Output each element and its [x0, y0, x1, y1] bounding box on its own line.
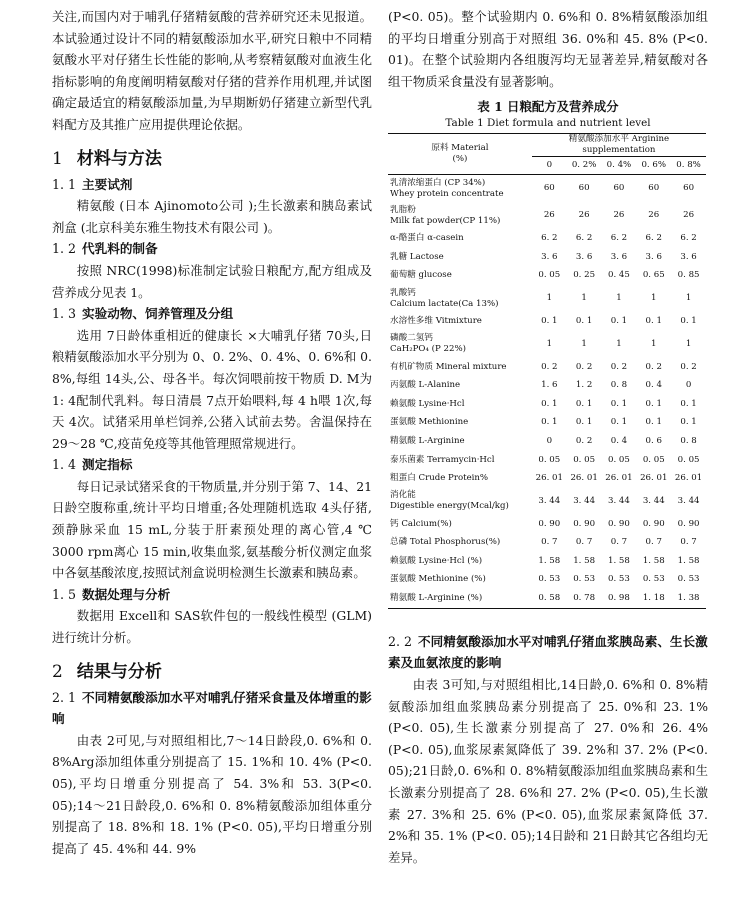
table-cell: 60 [683, 183, 695, 194]
right-column [388, 6, 708, 868]
table-level-header: 0. 4% [606, 160, 632, 171]
subsection-1-3-text: 选用 7日龄体重相近的健康长 ×大哺乳仔猪 70头,日粮精氨酸添加水平分别为 0、0. 2%、0. 4%、0. 6%和 0. 8%,每组 14头,公、母各半。每次饲喂前按干物质 D. M为 1: 4配制代乳料。每日清晨 7点开始喂料,每 4 h喂 1次,每天 4次。试猪采用单栏饲养,公猪入试前去势。舍温保持在 29～28 ℃,疫苗免疫等其他管理照常规进行。 [52, 327, 372, 451]
table-cell: 0. 05 [573, 454, 596, 465]
table-row-label: α-酪蛋白 α-casein [390, 233, 464, 244]
table-cell: 0. 7 [575, 537, 593, 548]
table-cell: 0. 2 [575, 361, 593, 372]
table-row-label: 磷酸二氢钙 CaH₂PO₄ (P 22%) [390, 333, 466, 355]
table-row-label: 精氨酸 L-Arginine [390, 435, 465, 446]
table-level-header: 0. 6% [641, 160, 667, 171]
table-cell: 0. 53 [642, 574, 665, 585]
table-cell: 0. 90 [573, 518, 596, 529]
table-cell: 3. 6 [645, 251, 662, 262]
section-2-heading: 2 结果与分析 [52, 661, 162, 682]
table-cell: 1. 58 [608, 555, 630, 566]
table-row-label: 赖氨酸 Lysine·Hcl (%) [390, 555, 483, 566]
diet-formula-table [388, 133, 706, 609]
table-cell: 0. 1 [541, 417, 558, 428]
table-cell: 0. 05 [642, 454, 665, 465]
table-cell: 0. 7 [645, 537, 662, 548]
table-header-material: 原料 Material (%) [431, 143, 489, 165]
table-cell: 0. 1 [680, 398, 697, 409]
subsection-1-5-text: 数据用 Excell和 SAS软件包的一般线性模型 (GLM)进行统计分析。 [52, 608, 372, 646]
table-row [388, 451, 706, 470]
table-cell: 0. 90 [677, 518, 700, 529]
table-cell: 6. 2 [680, 233, 697, 244]
table-cell: 1 [685, 338, 692, 349]
table-cell: 0. 53 [538, 574, 561, 585]
table-cell: 0. 7 [541, 537, 558, 548]
table-cell: 26 [683, 210, 695, 221]
subsection-1-3-heading: 1. 3 实验动物、饲养管理及分组 [52, 306, 234, 322]
table-cell: 0. 53 [677, 574, 700, 585]
subsection-1-1-text: 精氨酸 (日本 Ajinomoto公司 );生长激素和胰岛素试剂盒 (北京科美东雅生物技术有限公司 )。 [52, 198, 372, 235]
table-row-label: 乳脂粉 Milk fat powder(CP 11%) [390, 204, 501, 226]
table-cell: 0. 2 [541, 361, 558, 372]
table-cell: 0. 1 [645, 398, 662, 409]
table-cell: 60 [648, 183, 660, 194]
table-cell: 3. 44 [538, 495, 561, 506]
table-cell: 0. 1 [645, 417, 662, 428]
table-cell: 0. 90 [642, 518, 665, 529]
table-cell: 0. 78 [573, 593, 596, 604]
table-cell: 0. 45 [608, 270, 630, 281]
subsection-1-2-heading: 1. 2 代乳料的制备 [52, 241, 158, 257]
table-row-label: 总磷 Total Phosphorus(%) [390, 537, 501, 548]
table-cell: 26 [613, 210, 625, 221]
table-row [388, 515, 706, 534]
table-row-label: 蛋氨酸 Methionine [390, 417, 469, 428]
table-row [388, 571, 706, 590]
table-cell: 0 [685, 380, 692, 391]
table-cell: 0. 4 [645, 380, 662, 391]
table-cell: 1 [616, 293, 622, 304]
subsection-1-4-heading: 1. 4 测定指标 [52, 457, 133, 473]
table-cell: 0. 1 [680, 315, 697, 326]
table-cell: 0. 53 [608, 574, 630, 585]
table-cell: 0. 1 [541, 398, 558, 409]
table-1-caption: 表 1 日粮配方及营养成分 [477, 99, 619, 115]
table-cell: 0. 05 [538, 270, 561, 281]
table-row-label: 赖氨酸 Lysine·Hcl [390, 398, 465, 409]
table-cell: 3. 44 [573, 495, 596, 506]
table-cell: 3. 44 [677, 495, 700, 506]
table-row [388, 331, 706, 358]
table-row-label: 有机矿物质 Mineral mixture [390, 361, 507, 372]
table-row [388, 432, 706, 451]
table-cell: 0. 1 [680, 417, 697, 428]
subsection-1-4-text: 每日记录试猪采食的干物质量,并分别于第 7、14、21日龄空腹称重,统计平均日增重;各处理随机选取 4头仔猪,颈静脉采血 15 mL,分装于肝素预处理的离心管,4 ℃ 3000 rpm离心 15 min,收集血浆,氨基酸分析仪测定血浆中各氨基酸浓度,按照试剂盒说明检测生长激素和胰岛素。 [52, 478, 372, 581]
table-cell: 0. 65 [642, 270, 665, 281]
table-cell: 0. 6 [645, 435, 662, 446]
table-cell: 1 [651, 293, 657, 304]
table-cell: 0. 2 [645, 361, 662, 372]
table-row-label: 精氨酸 L-Arginine (%) [390, 593, 483, 604]
table-cell: 3. 44 [642, 495, 665, 506]
table-cell: 0. 1 [575, 417, 593, 428]
table-cell: 0 [546, 435, 553, 446]
subsection-2-2-heading: 2. 2 不同精氨酸添加水平对哺乳仔猪血浆胰岛素、生长激素及血氨浓度的影响 [388, 633, 708, 671]
table-cell: 0. 4 [610, 435, 628, 446]
table-row [388, 229, 706, 248]
table-cell: 0. 90 [538, 518, 561, 529]
table-cell: 26 [543, 210, 555, 221]
table-cell: 0. 1 [575, 398, 593, 409]
left-column [52, 6, 372, 859]
table-cell: 26 [648, 210, 660, 221]
table-cell: 1 [651, 338, 657, 349]
table-cell: 1. 2 [575, 380, 593, 391]
table-row [388, 552, 706, 571]
table-row [388, 488, 706, 515]
table-cell: 0. 90 [608, 518, 630, 529]
table-cell: 6. 2 [575, 233, 593, 244]
table-cell: 6. 2 [610, 233, 628, 244]
table-row [388, 312, 706, 331]
table-row [388, 395, 706, 414]
table-row-label: 丙氨酸 L-Alanine [390, 380, 461, 391]
table-cell: 3. 6 [575, 251, 593, 262]
table-cell: 3. 6 [541, 251, 558, 262]
continued-paragraph: (P<0. 05)。整个试验期内 0. 6%和 0. 8%精氨酸添加组的平均日增重分别高于对照组 36. 0%和 45. 8% (P<0. 01)。在整个试验期内各组腹泻均无显著差异,精氨酸对各组干物质采食量没有显著影响。 [388, 9, 708, 89]
table-cell: 60 [578, 183, 590, 194]
table-cell: 3. 44 [608, 495, 630, 506]
table-cell: 26 [578, 210, 590, 221]
subsection-1-1-heading: 1. 1 主要试剂 [52, 176, 133, 192]
table-cell: 60 [613, 183, 625, 194]
table-cell: 0. 25 [573, 270, 596, 281]
table-row [388, 469, 706, 488]
table-cell: 0. 2 [575, 435, 593, 446]
table-level-header: 0 [546, 160, 553, 171]
table-cell: 1. 58 [642, 555, 665, 566]
table-row [388, 267, 706, 286]
table-row [388, 175, 706, 203]
subsection-1-2-text: 按照 NRC(1998)标准制定试验日粮配方,配方组成及营养成分见表 1。 [52, 262, 372, 300]
table-cell: 1 [546, 293, 553, 304]
table-row-label: 泰乐菌素 Terramycin·Hcl [390, 454, 495, 465]
table-row [388, 285, 706, 312]
table-cell: 6. 2 [541, 233, 558, 244]
table-cell: 1. 58 [573, 555, 596, 566]
table-cell: 1. 58 [538, 555, 561, 566]
table-row-label: 消化能 Digestible energy(Mcal/kg) [390, 490, 509, 512]
table-row-label: 蛋氨酸 Methionine (%) [390, 574, 486, 585]
table-cell: 0. 8 [610, 380, 628, 391]
table-cell: 0. 8 [680, 435, 697, 446]
table-cell: 0. 7 [680, 537, 697, 548]
table-cell: 1 [546, 338, 553, 349]
table-cell: 0. 1 [610, 417, 628, 428]
subsection-1-5-heading: 1. 5 数据处理与分析 [52, 586, 171, 602]
table-level-header: 0. 2% [571, 160, 597, 171]
table-cell: 0. 05 [677, 454, 700, 465]
table-row [388, 414, 706, 433]
table-row [388, 358, 706, 377]
table-cell: 1 [581, 293, 587, 304]
table-row-label: 水溶性多维 Vitmixture [390, 315, 482, 326]
table-header-arginine-group: 精氨酸添加水平 Arginine supplementation [532, 134, 706, 157]
table-cell: 0. 1 [610, 315, 628, 326]
table-cell: 3. 6 [680, 251, 697, 262]
table-row-label: 钙 Calcium(%) [390, 518, 452, 529]
table-cell: 0. 2 [610, 361, 628, 372]
table-cell: 0. 1 [610, 398, 628, 409]
subsection-2-2-text: 由表 3可知,与对照组相比,14日龄,0. 6%和 0. 8%精氨酸添加组血浆胰岛素分别提高了 25. 0%和 23. 1% (P<0. 05),生长激素分别提高了 27. 0%和 26. 4% (P<0. 05),血浆尿素氮降低了 39. 2%和 37. 2% (P<0. 05);21日龄,0. 6%和 0. 8%精氨酸添加组血浆胰岛素和生长激素分别提高了 28. 6%和 27. 2% (P<0. 05),生长激素 27. 3%和 25. 6% (P<0. 05),血浆尿素氮降低 37. 2%和 35. 1% (P<0. 05);14日龄和 21日龄其它各组均无差异。 [388, 677, 708, 865]
section-1-heading: 1 材料与方法 [52, 148, 162, 169]
table-level-header: 0. 8% [676, 160, 701, 171]
table-cell: 0. 1 [541, 315, 558, 326]
table-cell: 1. 58 [677, 555, 700, 566]
table-cell: 3. 6 [610, 251, 628, 262]
table-cell: 0. 1 [645, 315, 662, 326]
table-cell: 26. 01 [535, 473, 563, 484]
table-row [388, 376, 706, 395]
table-cell: 0. 7 [610, 537, 628, 548]
table-cell: 1. 6 [541, 380, 558, 391]
table-row-label: 葡萄糖 glucose [390, 270, 452, 281]
table-cell: 0. 58 [538, 593, 561, 604]
table-cell: 0. 98 [608, 593, 630, 604]
subsection-2-1-heading: 2. 1 不同精氨酸添加水平对哺乳仔猪采食量及体增重的影响 [52, 689, 372, 727]
table-cell: 1 [616, 338, 622, 349]
table-cell: 1 [685, 293, 692, 304]
table-1-caption-english: Table 1 Diet formula and nutrient level [445, 117, 651, 130]
table-cell: 1. 38 [677, 593, 700, 604]
table-cell: 26. 01 [570, 473, 598, 484]
table-cell: 0. 53 [573, 574, 596, 585]
table-cell: 60 [543, 183, 555, 194]
table-cell: 6. 2 [645, 233, 662, 244]
intro-paragraph: 关注,而国内对于哺乳仔猪精氨酸的营养研究还未见报道。本试验通过设计不同的精氨酸添加水平,研究日粮中不同精氨酸水平对仔猪生长性能的影响,从考察精氨酸对血液生化指标影响的角度阐明精氨酸对仔猪的营养作用机理,并试图确定最适宜的精氨酸添加量,为早期断奶仔猪建立新型代乳料配方及其推广应用提供理论依据。 [52, 9, 372, 132]
table-row [388, 248, 706, 267]
table-cell: 0. 1 [575, 315, 593, 326]
table-row [388, 534, 706, 553]
table-row-label: 乳糖 Lactose [390, 251, 444, 262]
subsection-2-1-text: 由表 2可见,与对照组相比,7～14日龄段,0. 6%和 0. 8%Arg添加组体重分别提高了 15. 1%和 10. 4% (P<0. 05),平均日增重分别提高了 54. 3%和 53. 3(P<0. 05);14～21日龄段,0. 6%和 0. 8%精氨酸添加组体重分别提高了 18. 8%和 18. 1% (P<0. 05),平均日增重分别提高了 45. 4%和 44. 9% [52, 732, 372, 856]
table-row-label: 乳清浓缩蛋白 (CP 34%) Whey protein concentrate [390, 177, 504, 199]
table-cell: 0. 2 [680, 361, 697, 372]
table-cell: 26. 01 [605, 473, 633, 484]
table-cell: 0. 05 [538, 454, 561, 465]
table-cell: 1 [581, 338, 587, 349]
table-cell: 26. 01 [674, 473, 703, 484]
table-cell: 0. 85 [677, 270, 700, 281]
table-row [388, 589, 706, 608]
table-row-label: 乳酸钙 Calcium lactate(Ca 13%) [390, 287, 499, 309]
table-cell: 0. 05 [608, 454, 630, 465]
table-row-label: 粗蛋白 Crude Protein% [390, 473, 489, 484]
table-cell: 1. 18 [642, 593, 665, 604]
table-row [388, 202, 706, 229]
table-cell: 26. 01 [640, 473, 668, 484]
